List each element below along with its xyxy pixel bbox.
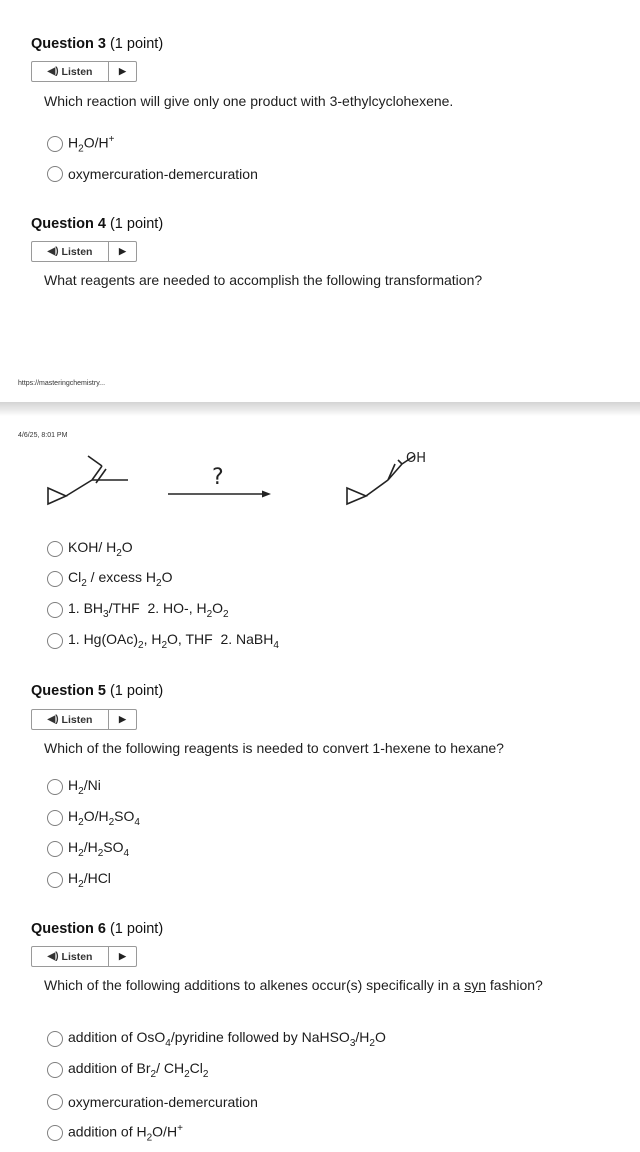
question-4-prompt: What reagents are needed to accomplish the following transformation?	[44, 272, 483, 288]
option-label: $H_2/H_2SO_4$	[68, 839, 130, 859]
radio-button[interactable]	[47, 633, 63, 649]
question-4-option-4[interactable]	[47, 631, 279, 651]
question-4-option-2[interactable]	[47, 569, 173, 589]
radio-button[interactable]	[47, 541, 63, 557]
radio-button[interactable]	[47, 1031, 63, 1047]
question-3-option-1[interactable]	[47, 134, 114, 154]
play-icon[interactable]: ▶	[119, 951, 126, 961]
listen-button[interactable]: ◀) Listen	[47, 713, 93, 726]
question-3-option-2[interactable]	[47, 164, 258, 184]
option-label: $H_2O/H_2SO_4$	[68, 808, 140, 828]
play-icon[interactable]: ▶	[119, 714, 126, 724]
footer-url: https://masteringchemistry...	[18, 380, 106, 387]
reaction-scheme	[40, 436, 440, 516]
question-3-prompt: Which reaction will give only one product with 3-ethylcyclohexene.	[44, 93, 454, 109]
radio-button[interactable]	[47, 872, 63, 888]
product-structure	[347, 456, 414, 504]
page-break-divider	[0, 402, 640, 416]
arrow-head	[262, 491, 271, 498]
question-4-listen-control	[31, 241, 137, 262]
question-6-option-4[interactable]	[47, 1123, 183, 1143]
listen-button[interactable]: ◀) Listen	[47, 245, 93, 258]
question-4-option-3[interactable]	[47, 600, 229, 620]
product-oh-label: OH	[406, 451, 427, 466]
option-label: addition of $Br_2/$ $CH_2Cl_2$	[68, 1060, 209, 1080]
question-5-option-3[interactable]	[47, 839, 129, 859]
question-3-title: Question 3 (1 point)	[31, 36, 164, 52]
question-6-listen-control	[31, 946, 137, 967]
question-6-option-1[interactable]	[47, 1029, 386, 1049]
question-6-option-2[interactable]	[47, 1060, 208, 1080]
option-label: addition of $H_2O/H^+$	[68, 1122, 183, 1144]
reactant-structure	[48, 456, 128, 504]
radio-button[interactable]	[47, 1125, 63, 1141]
question-5-listen-control	[31, 709, 137, 730]
question-6-prompt: Which of the following additions to alkenes occur(s) specifically in a syn fashion?	[44, 977, 543, 993]
question-3-listen-control	[31, 61, 137, 82]
option-label: 1. $Hg(OAc)_2$, $H_2O$, THF 2. NaBH$_4$	[68, 631, 279, 651]
play-icon[interactable]: ▶	[119, 66, 126, 76]
option-label: $Cl_2$ / excess $H_2O$	[68, 569, 173, 589]
option-label: $H_2/Ni$	[68, 777, 101, 797]
question-5-option-2[interactable]	[47, 808, 140, 828]
option-label: $H_2$/HCl	[68, 870, 111, 890]
speaker-icon: ◀)	[47, 66, 59, 77]
speaker-icon: ◀)	[47, 951, 59, 962]
radio-button[interactable]	[47, 1062, 63, 1078]
speaker-icon: ◀)	[47, 246, 59, 257]
option-label: oxymercuration-demercuration	[68, 166, 258, 182]
speaker-icon: ◀)	[47, 714, 59, 725]
question-4-title: Question 4 (1 point)	[31, 216, 164, 232]
header-date: 4/6/25, 8:01 PM	[18, 432, 68, 439]
question-6-title: Question 6 (1 point)	[31, 921, 164, 937]
question-5-prompt: Which of the following reagents is needed to convert 1-hexene to hexane?	[44, 740, 504, 756]
radio-button[interactable]	[47, 779, 63, 795]
radio-button[interactable]	[47, 571, 63, 587]
option-label: 1. $BH_3$/THF 2. HO-, $H_2O_2$	[68, 600, 229, 620]
radio-button[interactable]	[47, 810, 63, 826]
question-5-option-4[interactable]	[47, 870, 111, 890]
option-label: $H_2O/H^+$	[68, 133, 115, 155]
syn-term: syn	[464, 977, 486, 993]
radio-button[interactable]	[47, 166, 63, 182]
listen-button[interactable]: ◀) Listen	[47, 950, 93, 963]
listen-button[interactable]: ◀) Listen	[47, 65, 93, 78]
question-4-option-1[interactable]	[47, 539, 133, 559]
question-6-option-3[interactable]	[47, 1092, 258, 1112]
option-label: oxymercuration-demercuration	[68, 1094, 258, 1110]
question-5-option-1[interactable]	[47, 777, 101, 797]
radio-button[interactable]	[47, 841, 63, 857]
reaction-question-mark: ?	[212, 465, 224, 490]
radio-button[interactable]	[47, 602, 63, 618]
option-label: addition of OsO$_4$/pyridine followed by $NaHSO_3/H_2O$	[68, 1029, 386, 1049]
play-icon[interactable]: ▶	[119, 246, 126, 256]
option-label: KOH/ $H_2O$	[68, 539, 133, 559]
radio-button[interactable]	[47, 1094, 63, 1110]
radio-button[interactable]	[47, 136, 63, 152]
question-5-title: Question 5 (1 point)	[31, 683, 164, 699]
